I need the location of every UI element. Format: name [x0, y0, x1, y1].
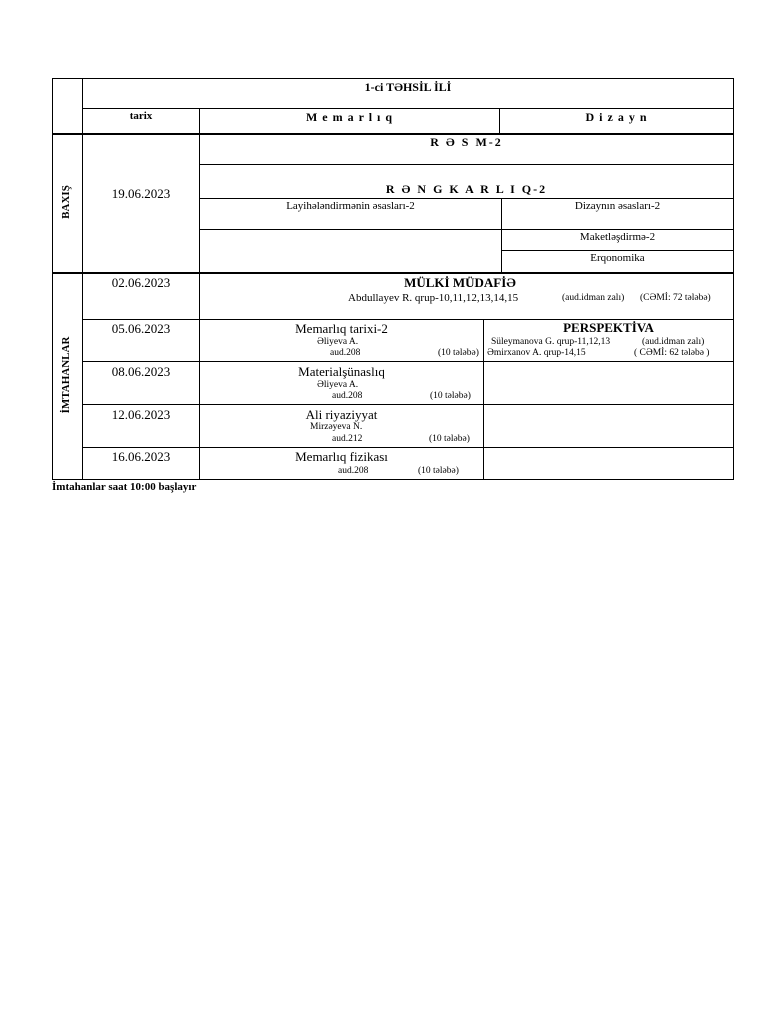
table-divider — [82, 108, 734, 109]
exam-room: aud.208 — [330, 348, 361, 358]
exam-total: (CƏMİ: 72 tələbə) — [640, 293, 711, 303]
table-border-bottom — [52, 479, 734, 480]
table-divider — [82, 361, 734, 362]
exam-subject: Memarlıq tarixi-2 — [295, 321, 388, 336]
exam-room: aud.212 — [332, 434, 363, 444]
exam-room: aud.208 — [338, 466, 369, 476]
table-border-left — [52, 78, 53, 480]
exam-subject: Ali riyaziyyat — [305, 407, 378, 422]
dizayn-baxis-subject: Erqonomika — [590, 252, 645, 264]
table-divider — [199, 164, 734, 165]
exam-count: (10 tələbə) — [429, 434, 470, 444]
exam-count: (10 tələbə) — [438, 348, 479, 358]
table-divider — [199, 229, 734, 230]
exam-date: 16.06.2023 — [111, 449, 171, 464]
dizayn-exam-total: ( CƏMİ: 62 tələbə ) — [634, 348, 710, 358]
table-divider — [199, 198, 734, 199]
table-divider — [52, 272, 734, 274]
table-divider — [501, 250, 734, 251]
resm-subject: R Ə S M-2 — [430, 135, 503, 149]
exam-count: (10 tələbə) — [418, 466, 459, 476]
dizayn-baxis-subject: Maketləşdirmə-2 — [579, 231, 656, 243]
table-border-right — [733, 78, 734, 480]
memarliq-baxis-subject: Layihələndirmənin əsasları-2 — [286, 200, 415, 212]
exam-date: 05.06.2023 — [111, 321, 171, 336]
table-divider — [82, 404, 734, 405]
exam-teacher: Əliyeva A. — [317, 380, 359, 390]
exam-teacher: Əliyeva A. — [317, 337, 359, 347]
exam-detail: Abdullayev R. qrup-10,11,12,13,14,15 — [348, 292, 519, 304]
page-title: 1-ci TƏHSİL İLİ — [364, 80, 452, 94]
exam-title: MÜLKİ MÜDAFİƏ — [404, 275, 516, 290]
dizayn-exam-line: Əmirxanov A. qrup-14,15 — [487, 348, 586, 358]
column-header-dizayn: D i z a y n — [585, 110, 648, 124]
footer-note: İmtahanlar saat 10:00 başlayır — [52, 481, 197, 493]
column-header-memarliq: M e m a r l ı q — [305, 110, 394, 124]
exam-date: 02.06.2023 — [111, 275, 171, 290]
dizayn-exam-room: (aud.idman zalı) — [642, 337, 705, 347]
exam-teacher: Mirzəyeva N. — [310, 422, 363, 432]
baxis-side-label: BAXIŞ — [60, 185, 72, 219]
dizayn-baxis-subject: Dizaynın əsasları-2 — [574, 200, 661, 212]
exam-room: aud.208 — [332, 391, 363, 401]
imtahanlar-side-label: İMTAHANLAR — [60, 336, 72, 414]
table-divider — [82, 447, 734, 448]
exam-subject: Materialşünaslıq — [298, 364, 385, 379]
exam-room: (aud.idman zalı) — [562, 293, 625, 303]
exam-date: 08.06.2023 — [111, 364, 171, 379]
dizayn-exam-title: PERSPEKTİVA — [563, 320, 654, 335]
column-header-date: tarix — [129, 110, 153, 122]
rengkarliq-subject: R Ə N G K A R L I Q-2 — [385, 182, 548, 196]
exam-subject: Memarlıq fizikası — [295, 449, 388, 464]
baxis-date: 19.06.2023 — [111, 186, 171, 201]
exam-count: (10 tələbə) — [430, 391, 471, 401]
exam-date: 12.06.2023 — [111, 407, 171, 422]
dizayn-exam-line: Süleymanova G. qrup-11,12,13 — [491, 337, 611, 347]
table-divider — [483, 319, 484, 480]
table-border-top — [52, 78, 734, 79]
